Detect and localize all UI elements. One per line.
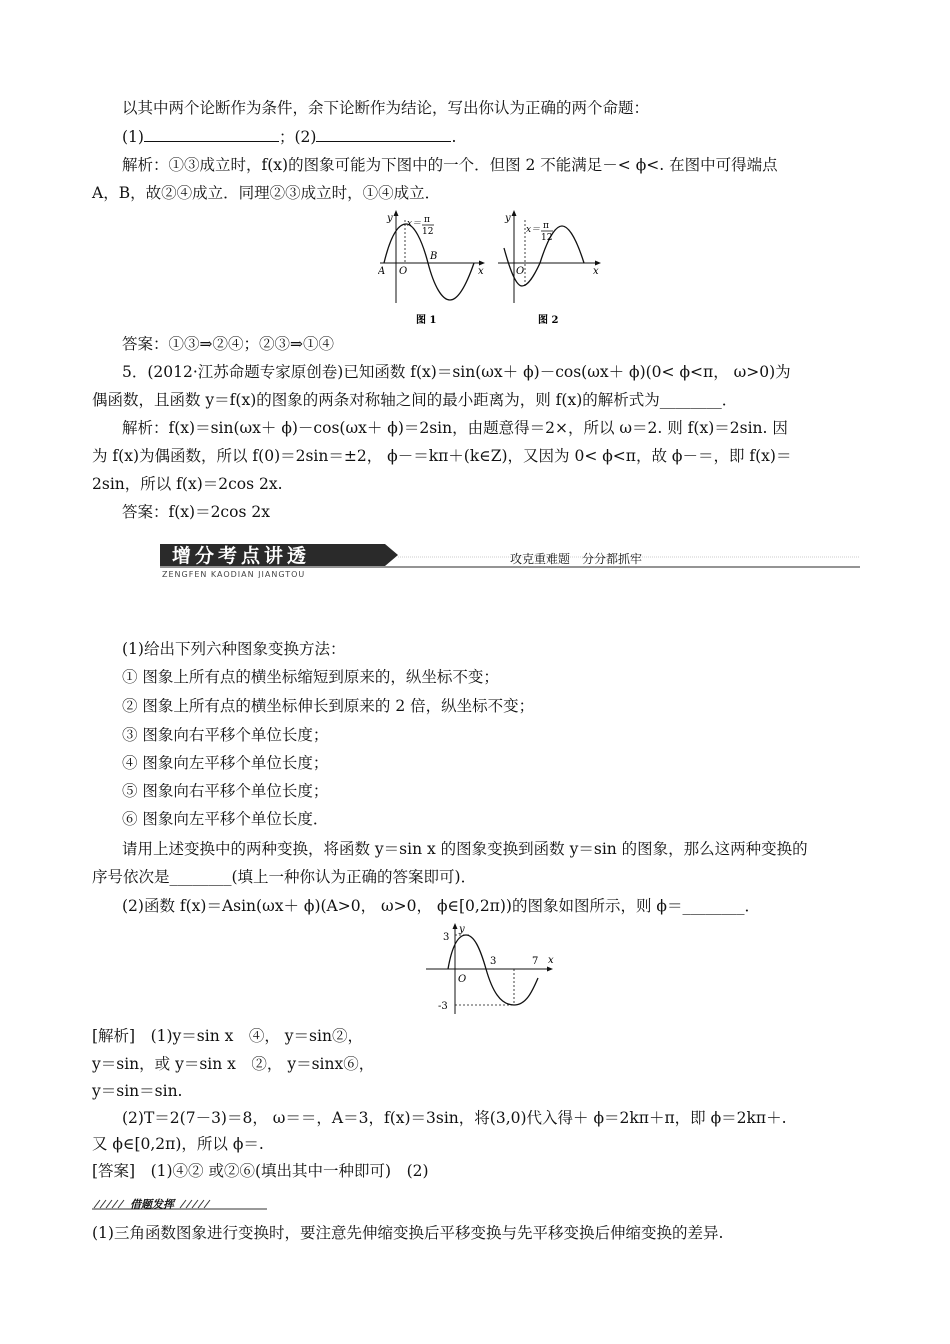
banner-arrow	[385, 544, 398, 566]
origin-label: O	[458, 974, 467, 985]
text-line: 解析：①③成立时，f(x)的图象可能为下图中的一个．但图 2 不能满足－< ϕ<. 在图中可得端点	[122, 156, 778, 174]
solution-line: (2)T＝2(7－3)＝8， ω＝＝，A＝3，f(x)＝3sin，将(3,0)代入得＋ ϕ＝2kπ＋π，即 ϕ＝2kπ＋.	[122, 1109, 787, 1127]
solution-line: 又 ϕ∈[0,2π)，所以 ϕ＝.	[92, 1135, 264, 1153]
x-arrow	[547, 967, 553, 972]
sine-figure-2	[496, 208, 606, 330]
y-axis-label: y	[459, 924, 465, 935]
blank-label-1: (1)	[122, 128, 144, 146]
solution-line: [解析] (1)y＝sin x ④， y＝sin②，	[92, 1027, 363, 1045]
answer-line: 答案：f(x)＝2cos 2x	[122, 503, 270, 521]
banner-slogan: 攻克重难题 分分都抓牢	[510, 552, 643, 566]
blank-label-2: ；(2)	[278, 128, 317, 146]
question-line: 偶函数，且函数 y＝f(x)的图象的两条对称轴之间的最小距离为，则 f(x)的解析式为________．	[92, 391, 738, 409]
text-line: 序号依次是________(填上一种你认为正确的答案即可)．	[92, 868, 477, 886]
text-line: (2)函数 f(x)＝Asin(ωx＋ ϕ)(A>0， ω>0， ϕ∈[0,2π))的图象如图所示，则 ϕ＝________．	[122, 897, 760, 915]
answer-blank-1[interactable]	[144, 127, 279, 142]
figure-caption: 图 2	[538, 315, 559, 326]
figure-caption: 图 1	[416, 315, 437, 326]
y-axis-label: y	[505, 213, 511, 224]
y-arrow	[512, 210, 517, 216]
x-arrow	[595, 261, 601, 266]
banner-title: 增分考点讲透	[172, 545, 311, 567]
answer-blank-2[interactable]	[316, 127, 451, 142]
line-label: x＝	[407, 219, 422, 229]
x-arrow	[479, 261, 485, 266]
pi-numerator: π	[424, 215, 430, 225]
line-label: x＝	[526, 225, 541, 235]
solution-line: y＝sin，或 y＝sin x ②， y＝sinx⑥，	[92, 1055, 375, 1073]
point-B-label: B	[430, 251, 438, 262]
solution-line: y＝sin＝sin.	[92, 1082, 183, 1100]
text-line: (1)给出下列六种图象变换方法：	[122, 640, 346, 658]
text-line: A，B，故②④成立．同理②③成立时，①④成立．	[92, 184, 441, 202]
tip-header	[92, 1196, 272, 1212]
x-axis-label: x	[478, 266, 484, 277]
x-axis-label: x	[548, 955, 554, 966]
sine-curve	[448, 935, 538, 1005]
origin-label: O	[399, 266, 408, 277]
solution-line: 为 f(x)为偶函数，所以 f(0)＝2sin＝±2， ϕ－＝kπ＋(k∈Z)，又因为 0< ϕ<π，故 ϕ－＝，即 f(x)＝	[92, 447, 792, 465]
x-tick-3: 3	[490, 956, 497, 967]
tip-line: (1)三角函数图象进行变换时，要注意先伸缩变换后平移变换与先平移变换后伸缩变换的差异.	[92, 1224, 724, 1242]
text-line: 以其中两个论断作为条件，余下论断作为结论，写出你认为正确的两个命题：	[122, 99, 650, 117]
text-line: 请用上述变换中的两种变换，将函数 y＝sin x 的图象变换到函数 y＝sin 的图象，那么这两种变换的	[122, 840, 808, 858]
origin-label: O	[516, 266, 525, 277]
x-axis-label: x	[593, 266, 599, 277]
y-arrow	[394, 210, 399, 216]
solution-line: 2sin，所以 f(x)＝2cos 2x.	[92, 475, 283, 493]
banner-pinyin: ZENGFEN KAODIAN JIANGTOU	[162, 570, 306, 578]
y-max-label: 3	[443, 932, 450, 943]
point-A-label: A	[378, 266, 386, 277]
transform-item: ⑥ 图象向左平移个单位长度．	[122, 810, 329, 828]
question-line: 5．(2012·江苏命题专家原创卷)已知函数 f(x)＝sin(ωx＋ ϕ)－cos(ωx＋ ϕ)(0< ϕ<π， ω>0)为	[122, 363, 791, 381]
tip-label: 借题发挥	[130, 1198, 174, 1211]
transform-item: ② 图象上所有点的横坐标伸长到原来的 2 倍，纵坐标不变；	[122, 697, 535, 715]
answer-line: 答案：①③⇒②④；②③⇒①④	[122, 335, 334, 353]
solution-line: 解析：f(x)＝sin(ωx＋ ϕ)－cos(ωx＋ ϕ)＝2sin，由题意得＝2×，所以 ω＝2. 则 f(x)＝2sin. 因	[122, 419, 788, 437]
transform-item: ③ 图象向右平移个单位长度；	[122, 726, 329, 744]
pi-numerator: π	[543, 221, 549, 231]
fill-blank-line	[122, 126, 892, 148]
transform-item: ⑤ 图象向右平移个单位长度；	[122, 782, 329, 800]
sine-figure-3	[420, 920, 560, 1018]
section-banner	[160, 542, 860, 578]
answer-line: [答案] (1)④② 或②⑥(填出其中一种即可) (2)	[92, 1162, 429, 1180]
transform-item: ④ 图象向左平移个单位长度；	[122, 754, 329, 772]
denominator: 12	[541, 233, 553, 243]
y-axis-label: y	[387, 213, 393, 224]
y-arrow	[453, 923, 458, 929]
x-tick-7: 7	[532, 956, 539, 967]
denominator: 12	[422, 227, 434, 237]
transform-item: ① 图象上所有点的横坐标缩短到原来的，纵坐标不变；	[122, 668, 499, 686]
y-min-label: -3	[438, 1001, 448, 1012]
sine-figure-1	[378, 208, 488, 330]
blank-end: .	[451, 128, 457, 146]
